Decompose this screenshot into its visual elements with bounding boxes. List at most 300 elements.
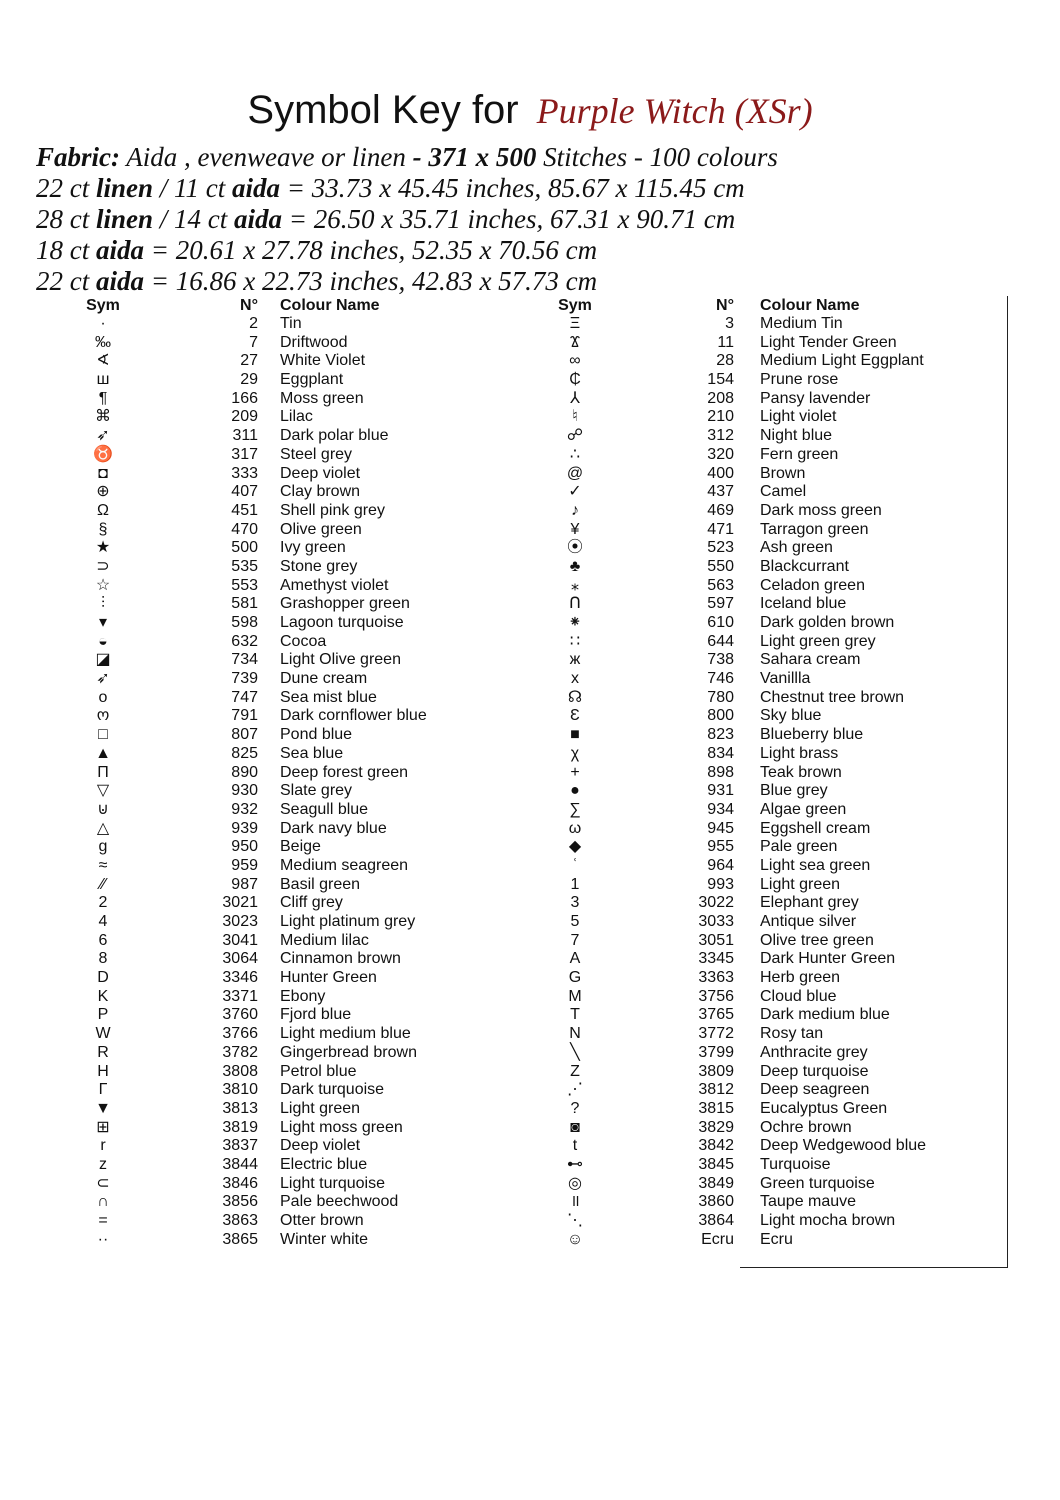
symbol: ?	[570, 1099, 580, 1117]
table-row	[516, 1025, 996, 1044]
symbol: 1	[570, 875, 580, 893]
symbol: ■	[570, 726, 580, 744]
colour-name: Algae green	[760, 800, 847, 818]
symbol: R	[97, 1043, 109, 1061]
colour-name: Light mocha brown	[760, 1212, 896, 1229]
symbol: ¶	[98, 389, 108, 407]
symbol: ♣	[569, 557, 581, 575]
symbol: ‰	[95, 333, 111, 351]
symbol: ₵	[569, 371, 581, 389]
colour-name: Driftwood	[280, 333, 348, 351]
table-row	[516, 334, 996, 353]
table-row	[36, 1006, 506, 1025]
table-row	[36, 595, 506, 614]
table-row	[516, 614, 996, 633]
colour-number: 597	[707, 595, 734, 613]
colour-name: Light violet	[760, 408, 837, 426]
colour-name: Cliff grey	[280, 894, 343, 912]
symbol: ☆	[95, 576, 111, 594]
colour-name: Vanillla	[760, 670, 811, 688]
count-label: / 11 ct	[159, 173, 226, 203]
fabric-word: aida	[96, 235, 145, 265]
table-row	[36, 1156, 506, 1175]
colour-number: 747	[231, 688, 258, 706]
table-row	[516, 838, 996, 857]
colour-name: Dark moss green	[760, 501, 882, 519]
table-row	[516, 595, 996, 614]
table-row	[516, 745, 996, 764]
colour-name: Iceland blue	[760, 595, 847, 613]
symbol: T	[570, 1006, 580, 1024]
colour-number: 3021	[222, 894, 258, 912]
colour-number: 3346	[222, 969, 258, 987]
colour-name: Medium lilac	[280, 931, 369, 949]
spec-line-22ct-linen	[36, 173, 1046, 204]
dimensions: = 16.86 x 22.73 inches, 42.83 x 57.73 cm	[150, 266, 598, 296]
symbol: =	[98, 1212, 108, 1229]
colour-number: 470	[231, 520, 258, 538]
colour-name: Ivy green	[280, 539, 346, 557]
symbol: ◘	[98, 464, 108, 482]
fabric-label: Fabric:	[36, 142, 120, 172]
symbol: Ω	[97, 501, 109, 519]
table-header	[36, 296, 506, 315]
symbol: ·	[100, 315, 106, 332]
colour-number: 210	[707, 408, 734, 426]
table-row	[516, 371, 996, 390]
table-row	[516, 857, 996, 876]
colour-name: Eggplant	[280, 371, 344, 389]
table-row	[36, 745, 506, 764]
symbol: ≈	[98, 856, 108, 874]
colour-name: Pale green	[760, 838, 838, 856]
colour-number: 3064	[222, 950, 258, 968]
colour-name: Steel grey	[280, 445, 353, 463]
symbol: Ϫ	[570, 333, 580, 351]
table-row	[516, 465, 996, 484]
colour-number: 791	[231, 707, 258, 725]
spec-line-fabric	[36, 142, 1046, 173]
symbol: 5	[570, 913, 580, 930]
table-row	[36, 913, 506, 932]
colour-name: Ecru	[760, 1230, 793, 1248]
symbol: N	[569, 1025, 581, 1043]
colour-name: Lilac	[280, 408, 313, 426]
table-row	[36, 371, 506, 390]
title-prefix: Symbol Key for	[247, 88, 519, 132]
colour-number: 898	[707, 763, 734, 781]
colour-name: Prune rose	[760, 371, 839, 389]
symbol: ∩	[97, 1193, 109, 1211]
colour-name: Camel	[760, 483, 807, 501]
colour-number: 598	[231, 614, 258, 631]
colour-name: Rosy tan	[760, 1025, 824, 1043]
colour-number: 3809	[698, 1062, 734, 1080]
colour-number: 807	[231, 726, 258, 744]
colour-name: Medium seagreen	[280, 856, 409, 874]
colour-number: 945	[707, 819, 734, 837]
page-title	[0, 88, 1060, 133]
symbol: ♮	[572, 408, 578, 426]
colour-name: Light moss green	[280, 1118, 403, 1136]
colour-number: 834	[707, 744, 734, 762]
symbol: ⌘	[95, 408, 111, 426]
table-row	[516, 820, 996, 839]
symbol: ▲	[95, 744, 111, 762]
colour-number: 3782	[222, 1043, 258, 1061]
colour-number: 3837	[222, 1137, 258, 1155]
symbol: D	[97, 969, 109, 987]
colour-number: 3849	[698, 1174, 734, 1192]
table-row	[516, 352, 996, 371]
colour-name: Basil green	[280, 875, 361, 893]
colour-number: 955	[707, 838, 734, 856]
colour-name: Olive green	[280, 520, 362, 538]
symbol: ⊃	[96, 557, 110, 575]
colour-number: 825	[231, 744, 258, 762]
colour-name: Medium Tin	[760, 315, 843, 332]
fabric-word: aida	[232, 173, 281, 203]
table-row	[36, 782, 506, 801]
symbol: 4	[98, 913, 108, 930]
colour-name: Blueberry blue	[760, 726, 864, 744]
colour-name: Turquoise	[760, 1155, 831, 1173]
fabric-specs	[36, 142, 1046, 297]
colour-number: 407	[231, 483, 258, 501]
table-row	[36, 894, 506, 913]
table-row	[36, 427, 506, 446]
table-row	[36, 614, 506, 633]
table-row	[516, 1137, 996, 1156]
colour-name: Moss green	[280, 389, 364, 407]
symbol: ╲	[570, 1043, 580, 1061]
table-row	[36, 1081, 506, 1100]
table-row	[516, 1006, 996, 1025]
colour-name: Light Olive green	[280, 651, 401, 669]
table-row	[36, 988, 506, 1007]
header-number: N°	[240, 297, 258, 314]
colour-name: Deep seagreen	[760, 1081, 870, 1099]
header-sym: Sym	[86, 297, 120, 314]
symbol: Ξ	[569, 315, 581, 332]
symbol: 3	[570, 894, 580, 912]
colour-name: Eucalyptus Green	[760, 1099, 888, 1117]
colour-name: Celadon green	[760, 576, 865, 594]
colour-name: Winter white	[280, 1230, 369, 1248]
colour-number: 3345	[698, 950, 734, 968]
colour-number: 632	[231, 632, 258, 650]
colour-number: 3810	[222, 1081, 258, 1099]
table-row	[36, 577, 506, 596]
colour-name: Light green	[280, 1099, 361, 1117]
colour-name: Shell pink grey	[280, 501, 385, 519]
symbol: ☺	[566, 1230, 584, 1248]
table-row	[36, 408, 506, 427]
right-border-line	[1007, 296, 1008, 1268]
colour-name: Dark turquoise	[280, 1081, 385, 1099]
symbol: ∑	[569, 800, 581, 818]
fabric-word: aida	[234, 204, 283, 234]
symbol: △	[96, 819, 110, 837]
symbol: +	[570, 763, 580, 781]
colour-name: Slate grey	[280, 782, 353, 800]
symbol-table-left	[36, 296, 506, 1249]
symbol: t	[572, 1137, 578, 1155]
count-label: / 14 ct	[159, 204, 228, 234]
colour-name: Dark navy blue	[280, 819, 387, 837]
colour-number: 939	[231, 819, 258, 837]
colour-number: 644	[707, 632, 734, 650]
symbol: ▼	[95, 1099, 111, 1117]
colour-name: Electric blue	[280, 1155, 368, 1173]
colour-number: 312	[707, 427, 734, 445]
colour-name: Beige	[280, 838, 321, 856]
colour-number: 3760	[222, 1006, 258, 1024]
table-row	[516, 315, 996, 334]
table-row	[36, 315, 506, 334]
colour-name: Light platinum grey	[280, 913, 416, 930]
colour-name: Tarragon green	[760, 520, 869, 538]
symbol: ⁎	[571, 576, 579, 594]
colour-number: 11	[717, 333, 734, 351]
table-row	[516, 446, 996, 465]
colour-number: 3363	[698, 969, 734, 987]
table-row	[516, 483, 996, 502]
colour-number: 3863	[222, 1212, 258, 1229]
table-row	[36, 670, 506, 689]
symbol: Ɛ	[570, 707, 580, 725]
table-row	[36, 764, 506, 783]
colour-number: 3860	[698, 1193, 734, 1211]
header-colour-name: Colour Name	[760, 297, 860, 314]
symbol: ⫶	[100, 595, 105, 613]
symbol: ⅄	[570, 389, 580, 407]
symbol: ●	[570, 782, 580, 800]
symbol: ж	[569, 651, 581, 669]
table-row	[36, 950, 506, 969]
table-row	[36, 689, 506, 708]
symbol: ᑎ	[569, 595, 581, 613]
colour-number: 3041	[222, 931, 258, 949]
colour-name: Light medium blue	[280, 1025, 411, 1043]
colour-name: Dune cream	[280, 670, 368, 688]
symbol: 2	[98, 894, 108, 912]
colour-name: Fjord blue	[280, 1006, 352, 1024]
colour-number: 3756	[698, 987, 734, 1005]
colour-name: Pansy lavender	[760, 389, 871, 407]
colour-number: 208	[707, 389, 734, 407]
table-row	[36, 1119, 506, 1138]
colour-number: 3022	[698, 894, 734, 912]
colour-name: Clay brown	[280, 483, 361, 501]
table-row	[36, 334, 506, 353]
colour-name: Deep forest green	[280, 763, 409, 781]
table-row	[516, 427, 996, 446]
colour-number: 317	[231, 445, 258, 463]
colour-number: 166	[231, 389, 258, 407]
colour-number: 3033	[698, 913, 734, 930]
table-row	[516, 1100, 996, 1119]
colour-number: 993	[707, 875, 734, 893]
table-row	[36, 726, 506, 745]
colour-number: 959	[231, 856, 258, 874]
colour-number: 29	[240, 371, 258, 389]
colour-number: 734	[231, 651, 258, 669]
colour-number: 471	[707, 520, 734, 538]
colour-name: Teak brown	[760, 763, 842, 781]
colour-name: Dark golden brown	[760, 614, 895, 631]
dimensions: = 26.50 x 35.71 inches, 67.31 x 90.71 cm	[288, 204, 736, 234]
colour-number: 3815	[698, 1099, 734, 1117]
symbol: W	[95, 1025, 111, 1043]
table-row	[36, 352, 506, 371]
symbol: o	[98, 688, 108, 706]
colour-number: 746	[707, 670, 734, 688]
colour-name: Olive tree green	[760, 931, 874, 949]
left-rows	[36, 315, 506, 1249]
table-row	[36, 1044, 506, 1063]
colour-name: Brown	[760, 464, 806, 482]
colour-name: Blackcurrant	[760, 557, 849, 575]
symbol: 7	[570, 931, 580, 949]
colour-name: Eggshell cream	[760, 819, 871, 837]
colour-number: 451	[231, 501, 258, 519]
symbol: ო	[96, 707, 110, 725]
table-row	[516, 932, 996, 951]
symbol: ··	[97, 1230, 109, 1248]
colour-number: 27	[240, 352, 258, 370]
table-row	[36, 390, 506, 409]
colour-name: Sea mist blue	[280, 688, 377, 706]
symbol: ω	[568, 819, 582, 837]
table-row	[516, 502, 996, 521]
table-row	[36, 1137, 506, 1156]
table-row	[516, 894, 996, 913]
colour-name: Gingerbread brown	[280, 1043, 417, 1061]
stitch-size: 371 x 500	[428, 142, 537, 172]
symbol: ⁄⁄	[100, 875, 106, 893]
colour-name: Light brass	[760, 744, 839, 762]
table-row	[516, 764, 996, 783]
symbol: z	[99, 1155, 107, 1173]
table-row	[516, 950, 996, 969]
table-row	[516, 689, 996, 708]
colour-number: 333	[231, 464, 258, 482]
symbol: ʿ	[572, 856, 578, 874]
bottom-border-line	[740, 1267, 1008, 1268]
table-row	[516, 1063, 996, 1082]
fabric-word: linen	[96, 173, 154, 203]
colour-name: Elephant grey	[760, 894, 859, 912]
table-row	[36, 932, 506, 951]
colour-name: Deep Wedgewood blue	[760, 1137, 927, 1155]
colour-number: 739	[231, 670, 258, 688]
table-row	[36, 465, 506, 484]
table-row	[516, 521, 996, 540]
colour-name: Fern green	[760, 445, 839, 463]
table-row	[516, 670, 996, 689]
table-header	[516, 296, 996, 315]
table-row	[36, 1175, 506, 1194]
symbol: §	[98, 520, 108, 538]
fabric-word: aida	[96, 266, 145, 296]
colour-number: 3846	[222, 1174, 258, 1192]
colour-number: 780	[707, 688, 734, 706]
colour-number: 823	[707, 726, 734, 744]
colour-name: Night blue	[760, 427, 833, 445]
symbol: □	[98, 726, 108, 744]
dimensions: = 33.73 x 45.45 inches, 85.67 x 115.45 cm	[286, 173, 745, 203]
colour-number: 311	[232, 427, 258, 445]
table-row	[516, 1231, 996, 1250]
table-row	[36, 483, 506, 502]
symbol-table-right	[516, 296, 996, 1249]
symbol: ◪	[95, 651, 111, 669]
symbol: ♪	[571, 501, 579, 519]
symbol: x	[571, 670, 579, 688]
table-row	[516, 558, 996, 577]
symbol: ∢	[96, 352, 110, 370]
symbol: ⊍	[97, 800, 109, 818]
table-row	[516, 390, 996, 409]
colour-number: 3808	[222, 1062, 258, 1080]
table-row	[36, 1193, 506, 1212]
colour-number: 523	[707, 539, 734, 557]
symbol: Γ	[98, 1081, 108, 1099]
symbol: ▽	[96, 782, 110, 800]
symbol: ◙	[570, 1118, 580, 1136]
table-row	[36, 651, 506, 670]
colour-name: Taupe mauve	[760, 1193, 857, 1211]
colour-name: Deep violet	[280, 464, 361, 482]
colour-number: 3829	[698, 1118, 734, 1136]
table-row	[516, 1212, 996, 1231]
symbol: P	[97, 1006, 109, 1024]
colour-name: Deep violet	[280, 1137, 361, 1155]
symbol: M	[568, 987, 582, 1005]
symbol: 6	[98, 931, 108, 949]
table-row	[36, 1212, 506, 1231]
table-row	[36, 539, 506, 558]
colour-number: 987	[231, 875, 258, 893]
colour-number: 3051	[698, 931, 734, 949]
symbol: ◎	[568, 1174, 582, 1192]
colour-number: 964	[707, 856, 734, 874]
table-row	[516, 1156, 996, 1175]
header-sym: Sym	[558, 297, 592, 314]
colour-number: 3023	[222, 913, 258, 930]
symbol: ⊂	[96, 1174, 110, 1192]
fabric-word: linen	[96, 204, 154, 234]
colour-name: Sahara cream	[760, 651, 861, 669]
colour-number: 3865	[222, 1230, 258, 1248]
colour-number: 610	[707, 614, 734, 631]
symbol: ⊕	[96, 483, 110, 501]
symbol: ⋰	[567, 1081, 583, 1099]
table-row	[516, 726, 996, 745]
symbol: A	[569, 950, 581, 968]
stitch-info: Stitches - 100 colours	[543, 142, 778, 172]
table-row	[516, 801, 996, 820]
table-row	[36, 558, 506, 577]
table-row	[516, 1119, 996, 1138]
colour-name: Light sea green	[760, 856, 871, 874]
symbol: ☍	[566, 427, 584, 445]
table-row	[516, 408, 996, 427]
colour-number: 550	[707, 557, 734, 575]
colour-number: 7	[249, 333, 258, 351]
spec-line-18ct-aida	[36, 235, 1046, 266]
